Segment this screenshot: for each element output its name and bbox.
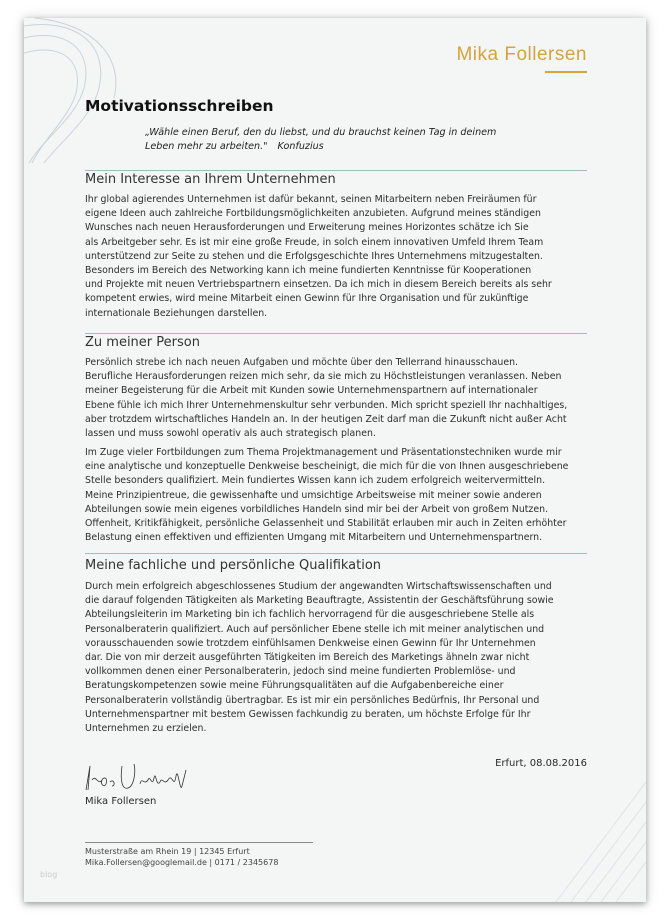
text-line: vorausschauenden sowie trotzdem einfühlsamen Denkweise einen Gewinn für Ihr Unternehmen — [85, 637, 536, 649]
text-line: die darauf folgenden Tätigkeiten als Marketing Beauftragte, Assistentin der Geschäftsführung sowie — [85, 595, 554, 607]
text-line: lassen und muss sowohl operativ als auch strategisch planen. — [85, 427, 376, 439]
text-line: Ihr global agierendes Unternehmen ist dafür bekannt, seinen Mitarbeitern neben Freiräumen für — [85, 194, 537, 205]
text-line: meiner Begeisterung für die Arbeit mit Kunden sowie Unternehmenspartnern auf internationaler — [85, 385, 538, 397]
quote-line: „Wähle einen Beruf, den du liebst, und du brauchst keinen Tag in deinem — [145, 127, 497, 138]
text-line: internationale Beziehungen darstellen. — [85, 307, 268, 319]
handwritten-signature — [82, 760, 192, 798]
section-paragraph — [85, 356, 595, 441]
text-line: Abteilungen sowie mein eigenes vorbildliches Handeln sind mir bei der Arbeit von großem Nutzen. — [85, 503, 549, 515]
section-paragraph — [85, 446, 595, 545]
text-line: dar. Die von mir derzeit ausgeführten Tätigkeiten im Bereich des Marketings ähneln zwar nicht — [85, 651, 530, 663]
text-line: Im Zuge vieler Fortbildungen zum Thema Projektmanagement und Präsentationstechniken wurde mir — [85, 447, 562, 458]
text-line: Personalberaterin qualifiziert. Auch auf persönlicher Ebene stelle ich mit meiner analytischen und — [85, 623, 545, 635]
section-heading-qualification: Meine fachliche und persönliche Qualifikation — [85, 558, 382, 573]
footer-contact — [85, 846, 278, 868]
text-line: Wunsches nach neuen Herausforderungen und Erweiterung meines Horizontes schätze ich Sie — [85, 222, 529, 234]
text-line: unterstützend zur Seite zu stehen und die Erfolgsgeschichte Ihres Unternehmens mitzugestalten. — [85, 250, 543, 262]
document-title: Motivationsschreiben — [85, 97, 274, 115]
text-line: Meine Prinzipientreue, die gewissenhafte und umsichtige Arbeitsweise mit meiner sowie anderen — [85, 489, 542, 501]
section-paragraph — [85, 580, 595, 736]
text-line: Offenheit, Kritikfähigkeit, persönliche Gelassenheit und Stabilität erlauben mir auch in Zeiten erhöhter — [85, 517, 567, 529]
section-divider — [85, 333, 587, 334]
text-line: Belastung einen effektiven und effizienten Umgang mit Mitarbeitern und Unternehmenspartnern. — [85, 532, 543, 544]
text-line: Unternehmen zu erzielen. — [85, 722, 207, 734]
text-line: aber trotzdem wirtschaftliches Handeln an. In der heutigen Zeit darf man die Zukunft nicht außer Acht — [85, 413, 567, 425]
footer-divider — [85, 842, 313, 843]
decorative-wave-lines-icon — [24, 18, 134, 168]
text-line: Stelle besonders qualifiziert. Mein fundiertes Wissen kann ich zudem erfolgreich weitervermitteln. — [85, 475, 546, 487]
text-line: Ebene fühle ich mich Ihrer Unternehmenskultur sehr verbunden. Mich spricht speziell Ihr nachhaltiges, — [85, 399, 568, 411]
text-line: Beratungskompetenzen sowie meine Führungsqualitäten auf die Aufgabenbereiche einer — [85, 680, 504, 692]
watermark: blog — [40, 870, 58, 879]
footer-email-phone: Mika.Follersen@googlemail.de | 0171 / 2345678 — [85, 858, 279, 867]
text-line: Berufliche Herausforderungen reizen mich sehr, da sie mich zu Höchstleistungen veranlassen. Neben — [85, 371, 562, 383]
text-line: Unternehmenspartner mit bestem Gewissen fachkundig zu beraten, um höchste Erfolge für Ihr — [85, 708, 531, 720]
footer-address: Musterstraße am Rhein 19 | 12345 Erfurt — [85, 847, 250, 856]
decorative-diagonal-lines-icon — [536, 762, 646, 902]
text-line: Besonders im Bereich des Networking kann ich meine fundierten Kenntnisse für Kooperationen — [85, 264, 532, 276]
text-line: eine analytische und konzeptuelle Denkweise bescheinigt, die mich für die von Ihnen ausgeschriebene — [85, 461, 569, 473]
quote — [145, 126, 496, 154]
text-line: eigene Ideen auch zahlreiche Fortbildungsmöglichkeiten anzubieten. Aufgrund meines ständigen — [85, 208, 541, 220]
text-line: Durch mein erfolgreich abgeschlossenes Studium der angewandten Wirtschaftswissenschaften und — [85, 581, 552, 592]
text-line: Abteilungsleiterin im Marketing bin ich fachlich hervorragend für die ausgeschriebene Stelle als — [85, 609, 535, 621]
quote-line: Leben mehr zu arbeiten." — [145, 141, 268, 152]
text-line: und Projekte mit neuen Vertriebspartnern einsetzen. Da ich mich in diesem Bereich bereits als sehr — [85, 279, 552, 291]
text-line: kompetent erwies, wird meine Mitarbeit einen Gewinn für Ihre Organisation und für zukünftige — [85, 293, 529, 305]
section-heading-person: Zu meiner Person — [85, 335, 200, 350]
header-name: Mika Follersen — [456, 44, 587, 65]
text-line: Personalberaterin vollständig übertragbar. Es ist mir ein persönliches Bedürfnis, Ihr Personal und — [85, 694, 540, 706]
section-paragraph — [85, 193, 595, 321]
section-divider — [85, 553, 587, 554]
section-divider — [85, 170, 587, 171]
signer-name: Mika Follersen — [85, 796, 157, 807]
place-date: Erfurt, 08.08.2016 — [495, 758, 587, 769]
quote-author: Konfuzius — [277, 141, 324, 152]
text-line: als Arbeitgeber sehr. Es ist mir eine große Freude, in solch einem innovativen Umfeld Ihrem Team — [85, 236, 544, 248]
text-line: vollkommen denen einer Personalberaterin, jedoch sind meine fundierten Problemlöse- und — [85, 666, 516, 678]
text-line: Persönlich strebe ich nach neuen Aufgaben und möchte über den Tellerrand hinausschauen. — [85, 357, 519, 368]
header-underline — [545, 71, 587, 73]
section-heading-interest: Mein Interesse an Ihrem Unternehmen — [85, 172, 336, 187]
